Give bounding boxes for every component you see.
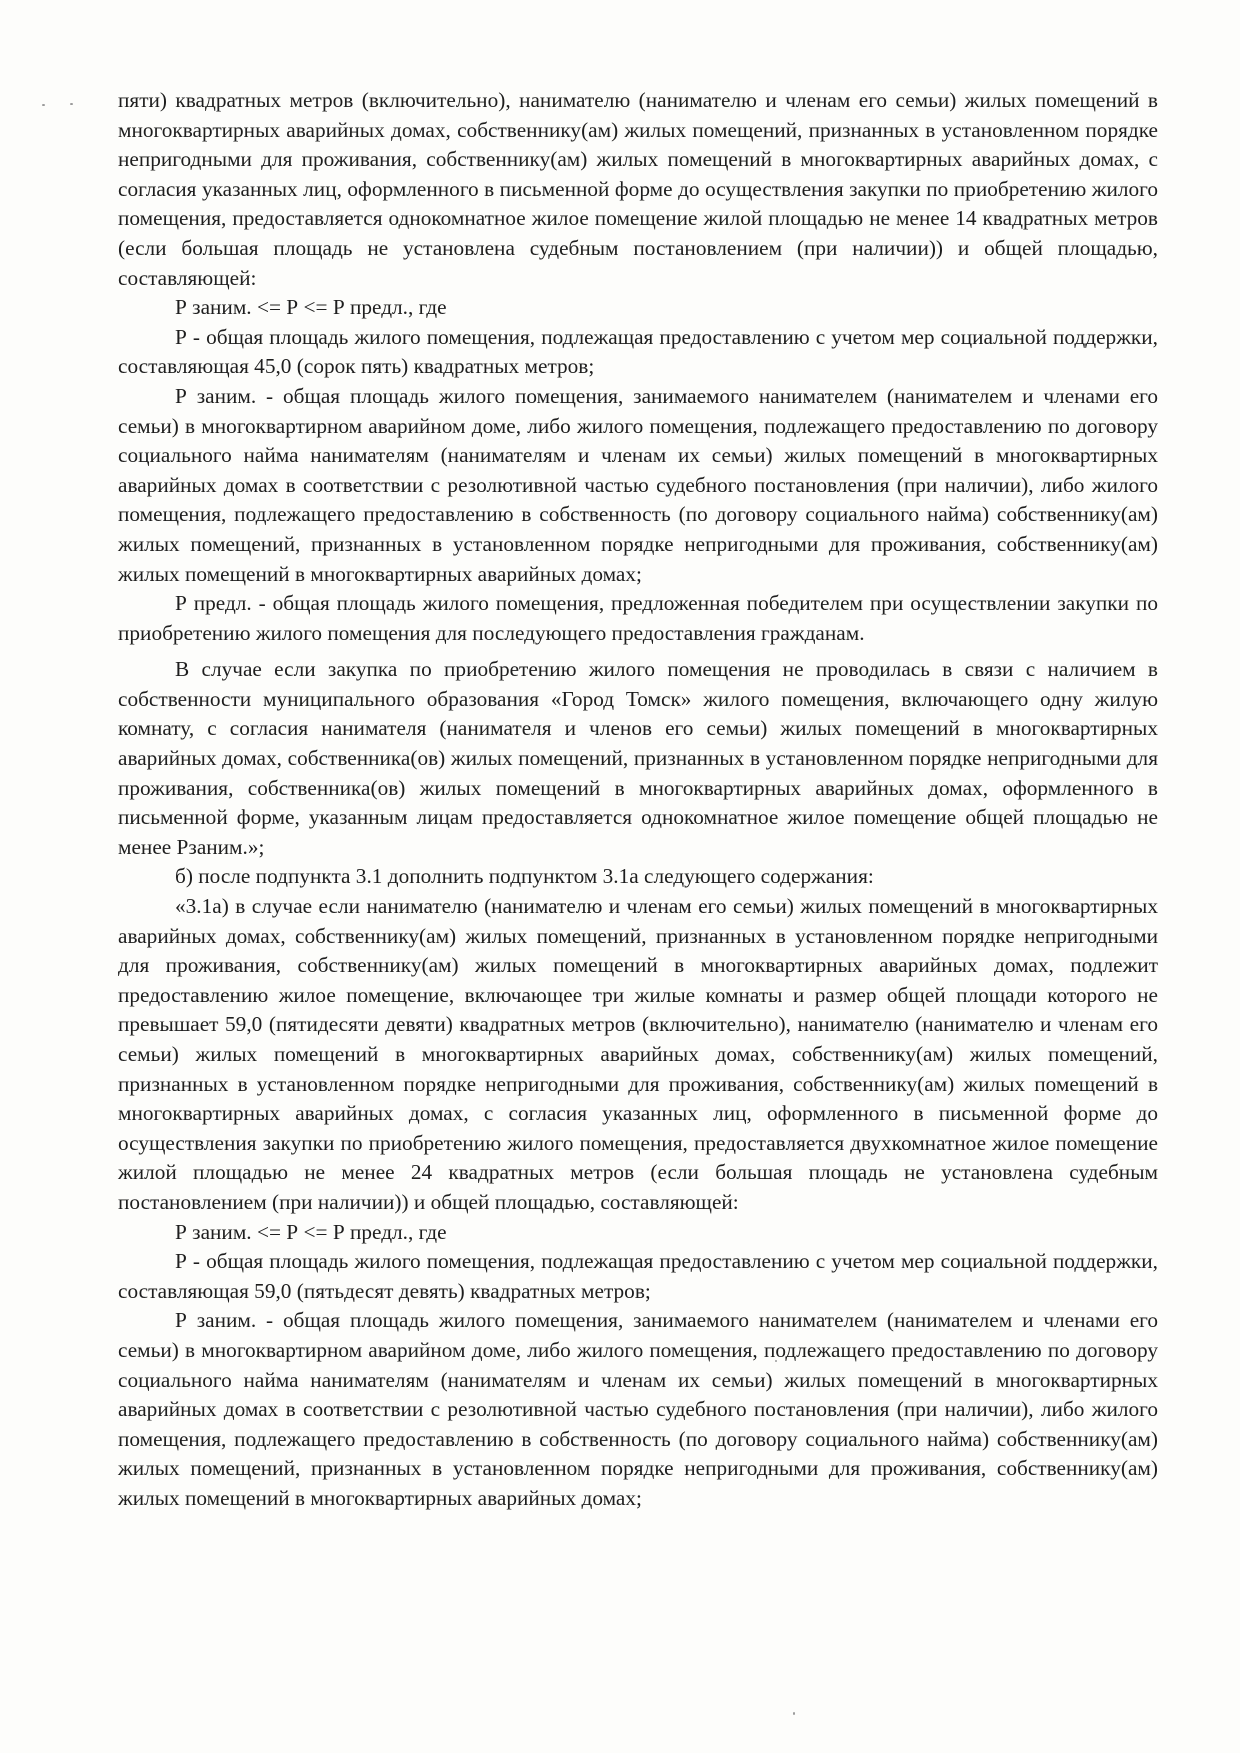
formula-line-2: Р заним. <= Р <= Р предл., где [175, 1219, 447, 1244]
paragraph-continuation: пяти) квадратных метров (включительно), нанимателю (нанимателю и членам его семьи) жилых помещений в многоквартирных аварийных домах, собственнику(ам) жилых помещений, признанных в установленном порядке непригодными для проживания, собственнику(ам) жилых помещений в многоквартирных аварийных домах, с согласия указанных лиц, оформленного в письменной форме до осуществления закупки по приобретению жилого помещения, предоставляется однокомнатное жилое помещение жилой площадью не менее 14 квадратных метров (если большая площадь не установлена судебным постановлением (при наличии)) и общей площадью, составляющей: [118, 88, 1158, 290]
definition-p-total-2: Р - общая площадь жилого помещения, подлежащая предоставлению с учетом мер социальной поддержки, составляющая 59,0 (пятьдесят девять) квадратных метров; [118, 1249, 1158, 1303]
paragraph-no-procurement: В случае если закупка по приобретению жилого помещения не проводилась в связи с наличием в собственности муниципального образования «Город Томск» жилого помещения, включающего одну жилую комнату, с согласия нанимателя (нанимателя и членов его семьи) жилых помещений в многоквартирных аварийных домах, собственника(ов) жилых помещений, признанных в установленном порядке непригодными для проживания, собственника(ов) жилых помещений в многоквартирных аварийных домах, оформленного в письменной форме, указанным лицам предоставляется однокомнатное жилое помещение общей площадью не менее Рзаним.»; [118, 657, 1158, 859]
document-body [118, 86, 1158, 1514]
scan-speck [793, 1712, 795, 1715]
paragraph-subclause-3-1a: «3.1а) в случае если нанимателю (нанимателю и членам его семьи) жилых помещений в многоквартирных аварийных домах, собственнику(ам) жилых помещений, признанных в установленном порядке непригодными для проживания, собственнику(ам) жилых помещений в многоквартирных аварийных домах, подлежит предоставлению жилое помещение, включающее три жилые комнаты и размер общей площади которого не превышает 59,0 (пятидесяти девяти) квадратных метров (включительно), нанимателю (нанимателю и членам его семьи) жилых помещений в многоквартирных аварийных домах, собственнику(ам) жилых помещений, признанных в установленном порядке непригодными для проживания, собственнику(ам) жилых помещений в многоквартирных аварийных домах, с согласия указанных лиц, оформленного в письменной форме до осуществления закупки по приобретению жилого помещения, предоставляется двухкомнатное жилое помещение жилой площадью не менее 24 квадратных метров (если большая площадь не установлена судебным постановлением (при наличии)) и общей площадью, составляющей: [118, 894, 1158, 1214]
definition-p-occupied-2: Р заним. - общая площадь жилого помещения, занимаемого нанимателем (нанимателем и членами его семьи) в многоквартирном аварийном доме, либо жилого помещения, подлежащего предоставлению по договору социального найма нанимателям (нанимателям и членам их семьи) жилых помещений в многоквартирных аварийных домах в соответствии с резолютивной частью судебного постановления (при наличии), либо жилого помещения, подлежащего предоставлению в собственность (по договору социального найма) собственнику(ам) жилых помещений, признанных в установленном порядке непригодными для проживания, собственнику(ам) жилых помещений в многоквартирных аварийных домах; [118, 1308, 1158, 1510]
scan-speck [70, 103, 73, 105]
scan-speck [42, 104, 45, 106]
definition-p-offered: Р предл. - общая площадь жилого помещения, предложенная победителем при осуществлении закупки по приобретению жилого помещения для последующего предоставления гражданам. [118, 591, 1158, 645]
paragraph-amendment-b: б) после подпункта 3.1 дополнить подпунктом 3.1а следующего содержания: [175, 864, 874, 889]
formula-line: Р заним. <= Р <= Р предл., где [175, 295, 447, 320]
definition-p-total: Р - общая площадь жилого помещения, подлежащая предоставлению с учетом мер социальной поддержки, составляющая 45,0 (сорок пять) квадратных метров; [118, 324, 1158, 379]
definition-p-occupied: Р заним. - общая площадь жилого помещения, занимаемого нанимателем (нанимателем и членами его семьи) в многоквартирном аварийном доме, либо жилого помещения, подлежащего предоставлению по договору социального найма нанимателям (нанимателям и членам их семьи) жилых помещений в многоквартирных аварийных домах в соответствии с резолютивной частью судебного постановления (при наличии), либо жилого помещения, подлежащего предоставлению в собственность (по договору социального найма) собственнику(ам) жилых помещений, признанных в установленном порядке непригодными для проживания, собственнику(ам) жилых помещений в многоквартирных аварийных домах; [118, 383, 1158, 586]
